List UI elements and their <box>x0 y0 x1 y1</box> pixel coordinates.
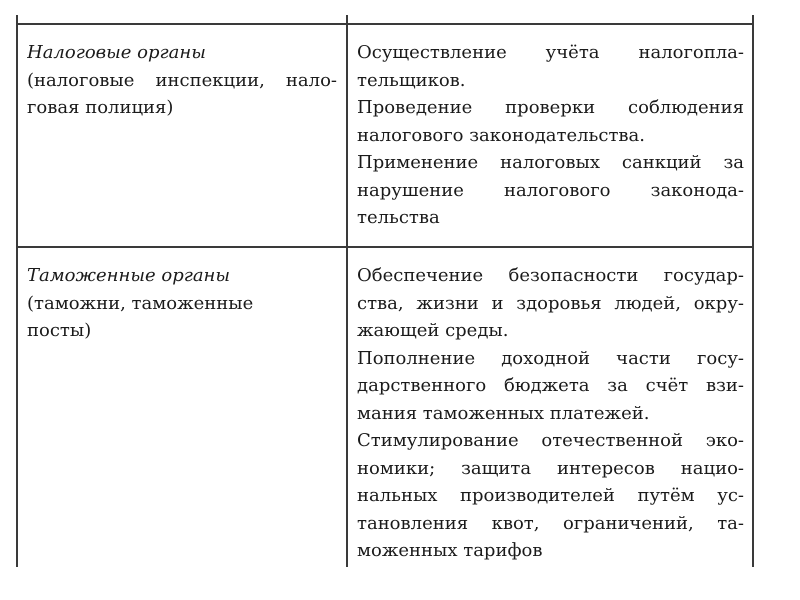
row-1-functions-cell <box>350 39 752 232</box>
organ-description-line: говая полиция) <box>27 97 174 118</box>
row-2-organ-cell <box>18 262 343 345</box>
table-column-divider <box>346 15 348 567</box>
table-top-border <box>16 23 754 25</box>
function-line: Применение налоговых санкций за <box>357 152 744 173</box>
organ-title: Таможенные органы <box>27 265 231 286</box>
function-paragraph <box>357 427 744 565</box>
table-row-divider <box>16 246 754 248</box>
row-2-functions-cell <box>350 262 752 565</box>
function-line: жающей среды. <box>357 320 509 341</box>
function-line: Стимулирование отечественной эко- <box>357 430 744 451</box>
function-paragraph <box>357 345 744 428</box>
function-line: Проведение проверки соблюдения <box>357 97 744 118</box>
function-line: мания таможенных платежей. <box>357 402 650 424</box>
table-right-border <box>752 15 754 567</box>
function-line: тельщиков. <box>357 69 466 91</box>
function-paragraph <box>357 149 744 232</box>
function-paragraph <box>357 262 744 345</box>
function-line: Пополнение доходной части госу- <box>357 347 744 369</box>
function-line: нальных производителей путём ус- <box>357 485 744 506</box>
function-line: тановления квот, ограничений, та- <box>357 512 744 534</box>
function-line: дарственного бюджета за счёт взи- <box>357 375 744 396</box>
function-line: нарушение налогового законода- <box>357 179 744 201</box>
function-line: Обеспечение безопасности государ- <box>357 265 744 286</box>
function-line: тельства <box>357 207 440 228</box>
row-1-organ-cell <box>18 39 343 122</box>
function-paragraph <box>357 39 744 94</box>
organ-title: Налоговые органы <box>27 42 206 63</box>
function-paragraph <box>357 94 744 149</box>
function-line: налогового законодательства. <box>357 124 645 146</box>
function-line: ства, жизни и здоровья людей, окру- <box>357 292 744 314</box>
function-line: моженных тарифов <box>357 540 543 561</box>
organ-description-line: (таможни, таможенные <box>27 292 254 314</box>
function-line: Осуществление учёта налогопла- <box>357 42 744 63</box>
function-line: номики; защита интересов нацио- <box>357 457 744 479</box>
organ-description-line: посты) <box>27 320 92 341</box>
organ-description-line: (налоговые инспекции, нало- <box>27 69 337 91</box>
